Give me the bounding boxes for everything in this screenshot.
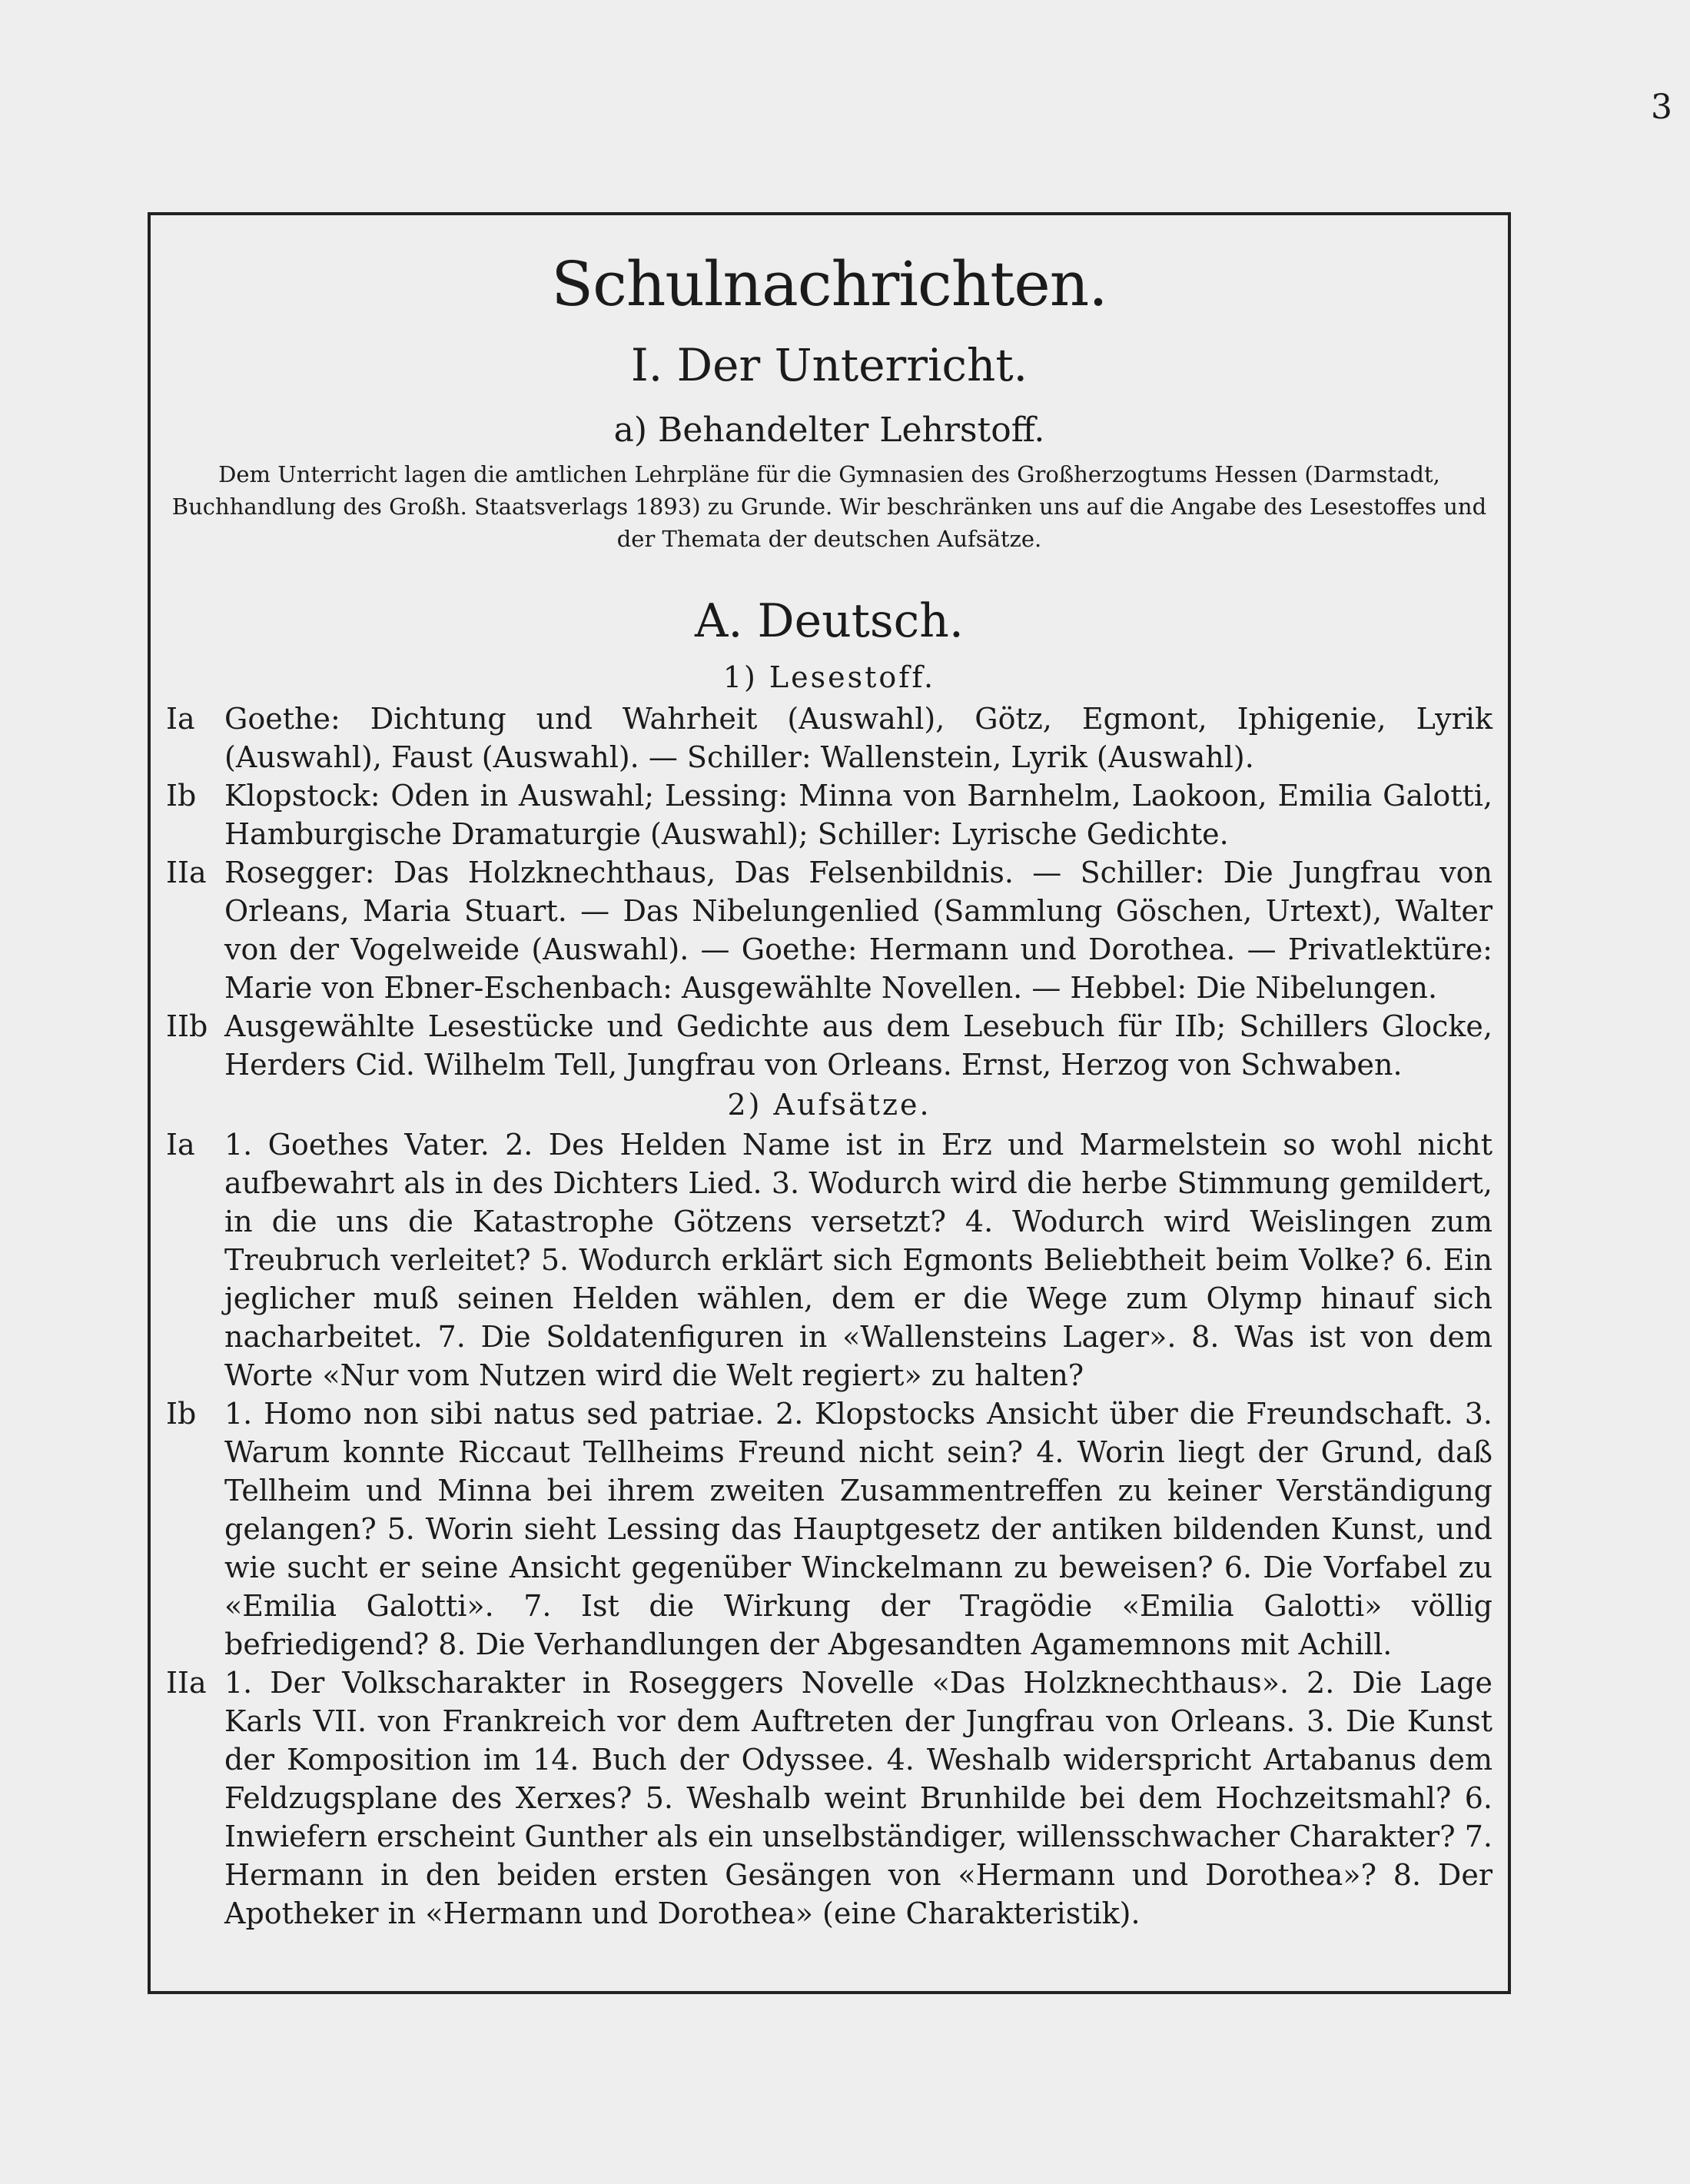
part-heading-aufsaetze: 2) Aufsätze. [727, 1088, 931, 1122]
entry-text: 1. Goethes Vater. 2. Des Helden Name ist in Erz und Marmelstein so wohl nicht aufbewahrt als in des Dichters Lied. 3. Wodurch wird die herbe Stimmung gemildert, in die uns die Katastrophe Götzens versetzt? 4. Wodurch wird Weislingen zum Treubruch verleitet? 5. Wodurch erklärt sich Egmonts Beliebtheit beim Volke? 6. Ein jeglicher muß seinen Helden wählen, dem er die Wege zum Olymp hinauf sich nacharbeitet. 7. Die Soldatenfiguren in «Wallensteins Lager». 8. Was ist von dem Worte «Nur vom Nutzen wird die Welt regiert» zu halten? [224, 1128, 1492, 1392]
class-label: IIa [166, 1666, 207, 1700]
lesestoff-entry [166, 1007, 1492, 1084]
section-heading: I. Der Unterricht. [630, 339, 1028, 391]
entry-text: Rosegger: Das Holzknechthaus, Das Felsenbildnis. — Schiller: Die Jungfrau von Orleans, Maria Stuart. — Das Nibelungenlied (Sammlung Göschen, Urtext), Walter von der Vogelweide (Auswahl). — Goethe: Hermann und Dorothea. — Privatlektüre: Marie von Ebner-Eschenbach: Ausgewählte Novellen. — Hebbel: Die Nibelungen. [224, 856, 1492, 1005]
aufsatz-entry [166, 1664, 1492, 1933]
class-label: Ia [166, 702, 195, 736]
class-label: IIb [166, 1009, 208, 1043]
subject-heading: A. Deutsch. [695, 594, 964, 648]
subsection-heading: a) Behandelter Lehrstoff. [613, 411, 1045, 450]
aufsatz-entry [166, 1125, 1492, 1395]
entry-text: Goethe: Dichtung und Wahrheit (Auswahl), Götz, Egmont, Iphigenie, Lyrik (Auswahl), Faust (Auswahl). — Schiller: Wallenstein, Lyrik (Auswahl). [224, 702, 1492, 774]
class-label: IIa [166, 856, 207, 889]
class-label: Ia [166, 1128, 195, 1162]
content-frame [148, 212, 1511, 1994]
class-label: Ib [166, 1397, 197, 1431]
page-title: Schulnachrichten. [551, 248, 1107, 320]
class-label: Ib [166, 779, 197, 813]
entry-text: 1. Der Volkscharakter in Roseggers Novelle «Das Holzknechthaus». 2. Die Lage Karls VII. von Frankreich vor dem Auftreten der Jungfrau von Orleans. 3. Die Kunst der Komposition im 14. Buch der Odyssee. 4. Weshalb widerspricht Artabanus dem Feldzugsplane des Xerxes? 5. Weshalb weint Brunhilde bei dem Hochzeitsmahl? 6. Inwiefern erscheint Gunther als ein unselbständiger, willensschwacher Charakter? 7. Hermann in den beiden ersten Gesängen von «Hermann und Dorothea»? 8. Der Apotheker in «Hermann und Dorothea» (eine Charakteristik). [224, 1666, 1492, 1930]
entry-text: Ausgewählte Lesestücke und Gedichte aus dem Lesebuch für IIb; Schillers Glocke, Herders Cid. Wilhelm Tell, Jungfrau von Orleans. Ernst, Herzog von Schwaben. [224, 1009, 1492, 1082]
entry-text: 1. Homo non sibi natus sed patriae. 2. Klopstocks Ansicht über die Freundschaft. 3. Warum konnte Riccaut Tellheims Freund nicht sein? 4. Worin liegt der Grund, daß Tellheim und Minna bei ihrem zweiten Zusammentreffen zu keiner Verständigung gelangen? 5. Worin sieht Lessing das Hauptgesetz der antiken bildenden Kunst, und wie sucht er seine Ansicht gegenüber Winckelmann zu beweisen? 6. Die Vorfabel zu «Emilia Galotti». 7. Ist die Wirkung der Tragödie «Emilia Galotti» völlig befriedigend? 8. Die Verhandlungen der Abgesandten Agamemnons mit Achill. [224, 1397, 1492, 1661]
aufsatz-entry [166, 1395, 1492, 1664]
entry-text: Klopstock: Oden in Auswahl; Lessing: Minna von Barnhelm, Laokoon, Emilia Galotti, Hamburgische Dramaturgie (Auswahl); Schiller: Lyrische Gedichte. [224, 779, 1492, 851]
lesestoff-entry [166, 776, 1492, 853]
lesestoff-entry [166, 853, 1492, 1007]
lesestoff-entry [166, 700, 1492, 776]
intro-paragraph: Dem Unterricht lagen die amtlichen Lehrpläne für die Gymnasien des Großherzogtums Hessen (Darmstadt, Buchhandlung des Großh. Staatsverlags 1893) zu Grunde. Wir beschränken uns auf die Angabe des Lesestoffes und der Themata der deutschen Aufsätze. [171, 461, 1487, 552]
part-heading-lesestoff: 1) Lesestoff. [722, 660, 936, 694]
page-number: 3 [1651, 88, 1672, 127]
